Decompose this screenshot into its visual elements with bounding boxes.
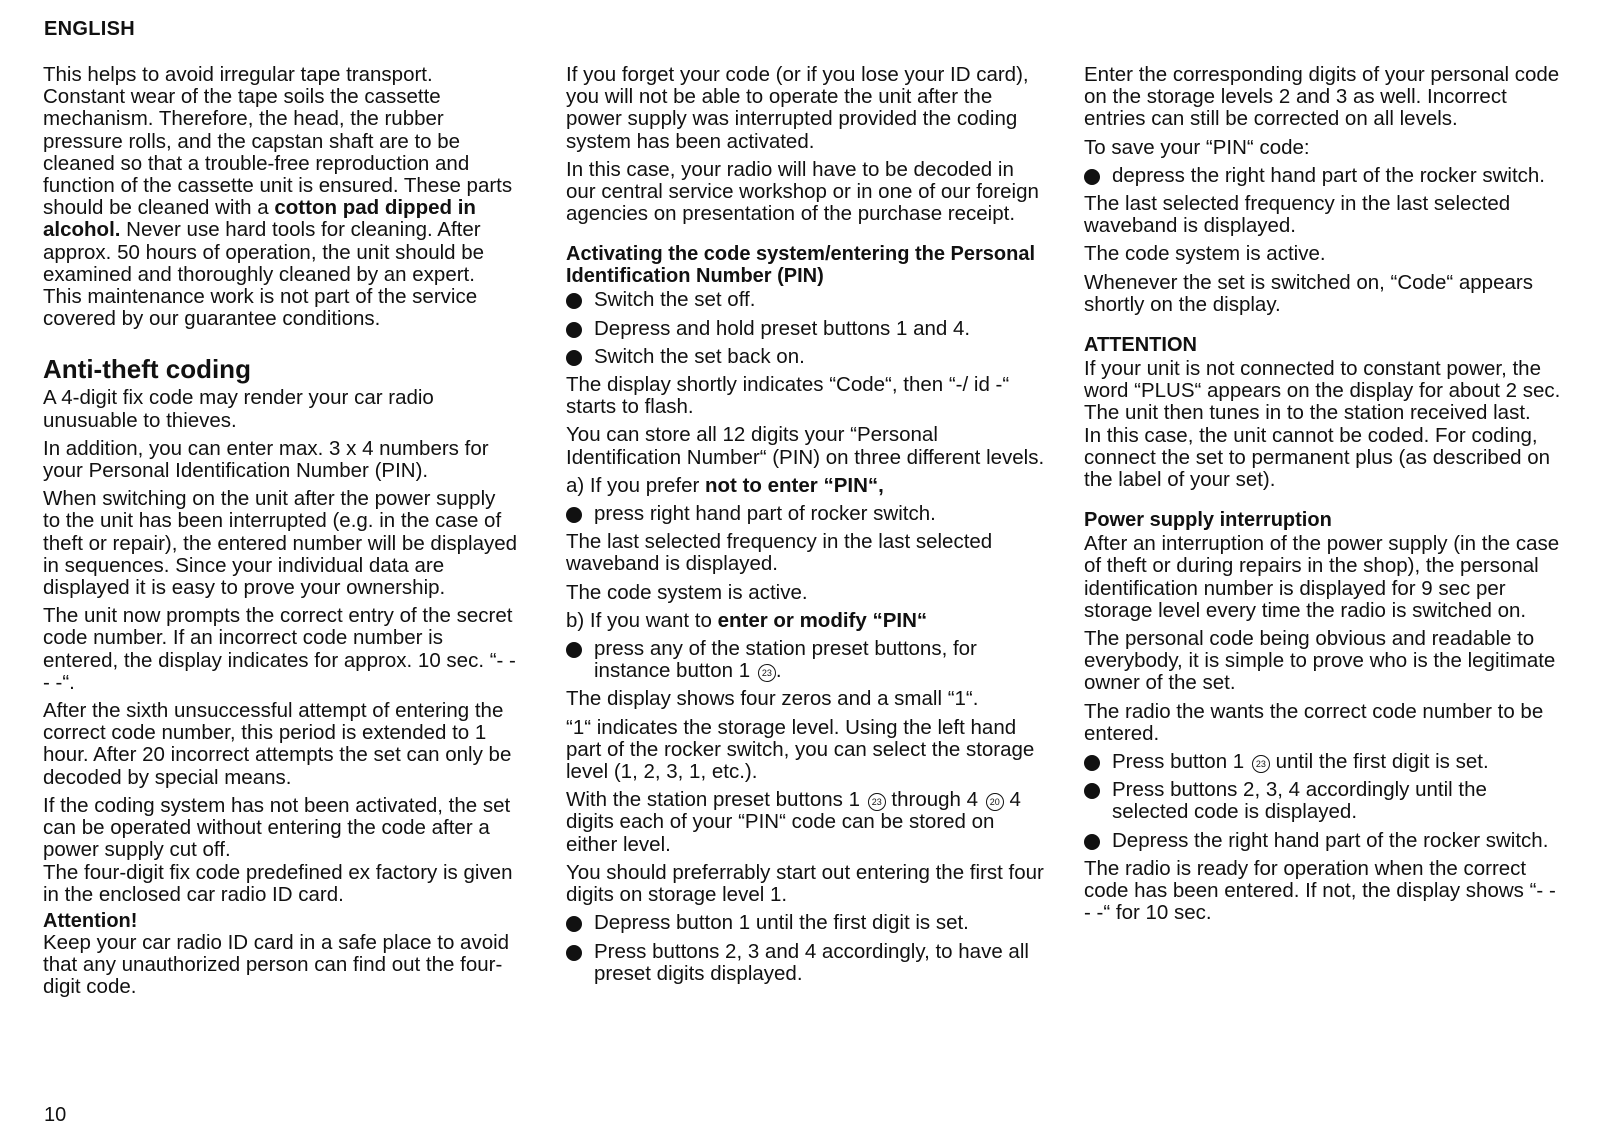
paragraph: When switching on the unit after the power supply to the unit has been interrupted (e.g. in the case of theft or repair), the entered number will be displayed in sequences. Since your individual data are displayed it is easy to prove your ownership. bbox=[43, 487, 518, 600]
list-item: depress the right hand part of the rocker switch. bbox=[1084, 165, 1564, 187]
paragraph: The personal code being obvious and readable to everybody, it is simple to prove who is the legitimate owner of the set. bbox=[1084, 627, 1556, 695]
paragraph: Enter the corresponding digits of your personal code on the storage levels 2 and 3 as well. Incorrect entries can still be corrected on all levels. bbox=[1084, 63, 1560, 131]
bullet-icon bbox=[566, 945, 582, 961]
paragraph: If your unit is not connected to constant power, the word “PLUS“ appears on the display for about 2 sec. bbox=[1084, 357, 1561, 403]
paragraph: The unit now prompts the correct entry of the secret code number. If an incorrect code number is entered, the display indicates for approx. 10 sec. “- - - -“. bbox=[43, 604, 516, 694]
paragraph: After the sixth unsuccessful attempt of entering the correct code number, this period is extended to 1 hour. After 20 incorrect attempts the set can only be decoded by special means. bbox=[43, 699, 512, 789]
option-a: a) If you prefer not to enter “PIN“, bbox=[566, 473, 884, 497]
paragraph: The code system is active. bbox=[1084, 242, 1326, 266]
paragraph: The radio the wants the correct code number to be entered. bbox=[1084, 699, 1544, 745]
column-1 bbox=[43, 64, 518, 1005]
paragraph: The display shows four zeros and a small “1“. bbox=[566, 687, 979, 711]
column-3 bbox=[1084, 64, 1564, 931]
button-23-icon: 23 bbox=[868, 793, 886, 811]
list-item: Depress button 1 until the first digit is set. bbox=[566, 912, 1046, 934]
paragraph: The four-digit fix code predefined ex factory is given in the enclosed car radio ID card. bbox=[43, 860, 513, 906]
column-2 bbox=[566, 64, 1046, 991]
bullet-icon bbox=[566, 293, 582, 309]
section-heading-power-supply: Power supply interruption bbox=[1084, 509, 1332, 532]
list-item: Press buttons 2, 3 and 4 accordingly, to have all preset digits displayed. bbox=[566, 941, 1046, 985]
paragraph: In this case, the unit cannot be coded. For coding, connect the set to permanent plus (as described on the label of your set). bbox=[1084, 423, 1551, 492]
paragraph: In this case, your radio will have to be decoded in our central service workshop or in one of our foreign agencies on presentation of the purchase receipt. bbox=[566, 157, 1039, 226]
attention-heading: ATTENTION bbox=[1084, 334, 1197, 357]
cleaning-paragraph bbox=[43, 64, 518, 286]
maintenance-paragraph: This maintenance work is not part of the service covered by our guarantee conditions. bbox=[43, 285, 478, 331]
list-item: press any of the station preset buttons, for instance button 1 23 . bbox=[566, 638, 1046, 682]
bullet-icon bbox=[566, 507, 582, 523]
paragraph: The unit then tunes in to the station received last. bbox=[1084, 401, 1531, 425]
option-b: b) If you want to enter or modify “PIN“ bbox=[566, 608, 928, 632]
button-23-icon: 23 bbox=[1252, 755, 1270, 773]
section-heading-anti-theft: Anti-theft coding bbox=[43, 354, 251, 385]
paragraph: Whenever the set is switched on, “Code“ appears shortly on the display. bbox=[1084, 270, 1533, 316]
button-23-icon: 23 bbox=[758, 664, 776, 682]
list-item: press right hand part of rocker switch. bbox=[566, 503, 1046, 525]
paragraph: In addition, you can enter max. 3 x 4 numbers for your Personal Identification Number (PIN). bbox=[43, 436, 489, 483]
bullet-icon bbox=[566, 350, 582, 366]
paragraph: You can store all 12 digits your “Personal Identification Number“ (PIN) on three different levels. bbox=[566, 423, 1045, 469]
bullet-icon bbox=[1084, 783, 1100, 799]
paragraph: The radio is ready for operation when the correct code has been entered. If not, the display shows “- - - -“ for 10 sec. bbox=[1084, 856, 1556, 925]
list-item: Press buttons 2, 3, 4 accordingly until the selected code is displayed. bbox=[1084, 779, 1564, 823]
paragraph: “1“ indicates the storage level. Using the left hand part of the rocker switch, you can select the storage level (1, 2, 3, 1, etc.). bbox=[566, 715, 1035, 784]
list-item: Press button 1 23 until the first digit is set. bbox=[1084, 751, 1564, 773]
section-heading-activating: Activating the code system/entering the Personal Identification Number (PIN) bbox=[566, 243, 1036, 288]
button-20-icon: 20 bbox=[986, 793, 1004, 811]
list-item: Switch the set off. bbox=[566, 289, 1046, 311]
paragraph: The last selected frequency in the last selected waveband is displayed. bbox=[566, 530, 993, 576]
paragraph: Keep your car radio ID card in a safe place to avoid that any unauthorized person can find out the four-digit code. bbox=[43, 930, 510, 999]
list-item: Depress the right hand part of the rocker switch. bbox=[1084, 830, 1564, 852]
paragraph: The display shortly indicates “Code“, then “-/ id -“ starts to flash. bbox=[566, 373, 1010, 419]
paragraph: The code system is active. bbox=[566, 580, 808, 604]
bullet-icon bbox=[1084, 755, 1100, 771]
paragraph: After an interruption of the power supply (in the case of theft or during repairs in the shop), the personal identification number is displayed for 9 sec per storage level every time the radio is switched on. bbox=[1084, 532, 1560, 622]
bullet-icon bbox=[1084, 169, 1100, 185]
bullet-icon bbox=[1084, 834, 1100, 850]
list-item: Depress and hold preset buttons 1 and 4. bbox=[566, 318, 1046, 340]
cleaning-text: This helps to avoid irregular tape transport. Constant wear of the tape soils the cassette mechanism. Therefore, the head, the rubber pressure rolls, and the capstan shaft are to be cleaned so that a trouble-free reproduction and function of the cassette unit is ensured. These parts should be cleaned with a bbox=[43, 63, 513, 220]
paragraph: You should preferrably start out entering the first four digits on storage level 1. bbox=[566, 860, 1044, 907]
bullet-icon bbox=[566, 916, 582, 932]
page-number: 10 bbox=[44, 1104, 67, 1126]
language-header: ENGLISH bbox=[44, 18, 135, 40]
paragraph: If the coding system has not been activated, the set can be operated without entering the code after a power supply cut off. bbox=[43, 793, 511, 862]
paragraph: If you forget your code (or if you lose your ID card), you will not be able to operate the unit after the power supply was interrupted provided the coding system has been activated. bbox=[566, 63, 1029, 153]
paragraph: The last selected frequency in the last selected waveband is displayed. bbox=[1084, 192, 1511, 238]
attention-heading: Attention! bbox=[43, 909, 138, 932]
paragraph: To save your “PIN“ code: bbox=[1084, 135, 1310, 159]
paragraph: A 4-digit fix code may render your car radio unusuable to thieves. bbox=[43, 386, 434, 432]
cleaning-text-rest: Never use hard tools for cleaning. After approx. 50 hours of operation, the unit should be examined and thoroughly cleaned by an expert. bbox=[43, 218, 485, 286]
paragraph: With the station preset buttons 1 23 through 4 20 4 digits each of your “PIN“ code can be stored on either level. bbox=[566, 788, 1021, 856]
cleaning-bold: cotton pad dipped in alcohol. bbox=[43, 196, 476, 242]
bullet-icon bbox=[566, 642, 582, 658]
bullet-icon bbox=[566, 322, 582, 338]
list-item: Switch the set back on. bbox=[566, 346, 1046, 368]
